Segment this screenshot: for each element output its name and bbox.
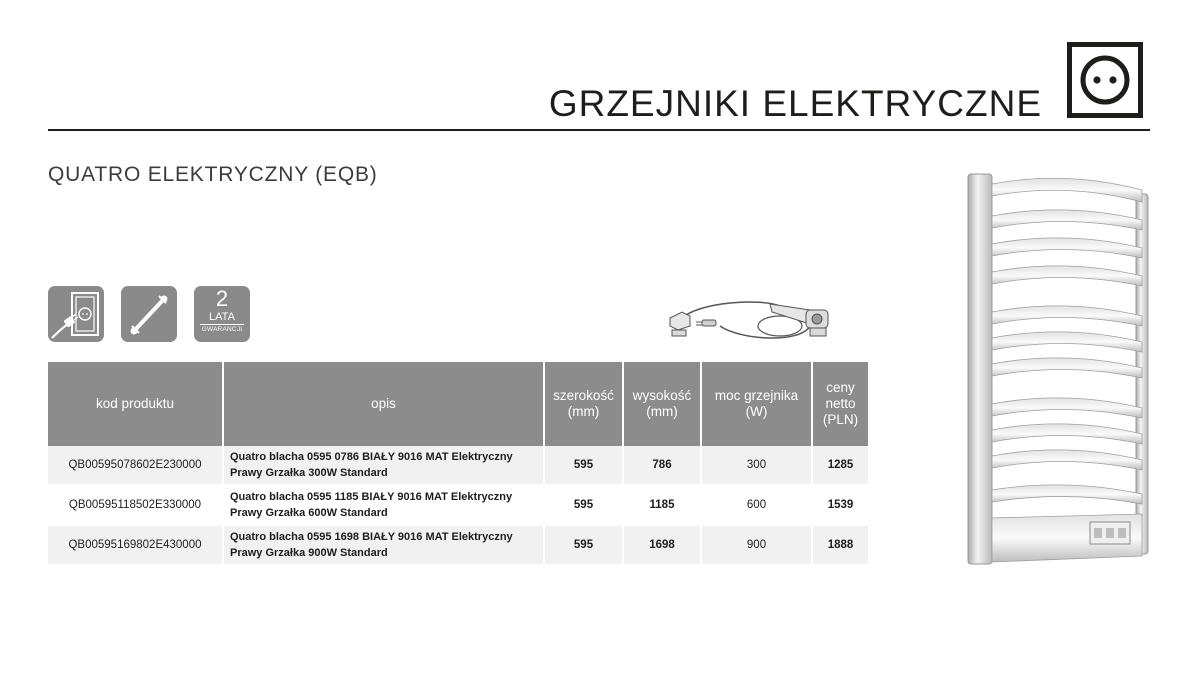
product-description: [224, 446, 543, 486]
column-header-height: wysokość (mm): [624, 362, 700, 446]
warranty-badge: [194, 286, 250, 342]
page-title: GRZEJNIKI ELEKTRYCZNE: [548, 82, 1042, 124]
product-height: 786: [624, 446, 700, 486]
description-line: Quatro blacha 0595 1698 BIAŁY 9016 MAT Elektryczny: [230, 531, 513, 543]
product-power: 300: [702, 446, 811, 486]
table-row: [48, 486, 868, 526]
warranty-label: GWARANCJI: [201, 326, 243, 333]
description-line: Prawy Grzałka 900W Standard: [230, 547, 388, 559]
table-row: [48, 446, 868, 486]
warranty-divider: [200, 324, 244, 325]
column-header-description: opis: [224, 362, 543, 446]
column-header-width: szerokość (mm): [545, 362, 622, 446]
warranty-years: 2: [215, 286, 229, 311]
product-width: 595: [545, 526, 622, 566]
heating-element-kit-image: [660, 296, 860, 346]
column-header-price: ceny netto (PLN): [813, 362, 868, 446]
product-series-title: QUATRO ELEKTRYCZNY (EQB): [48, 163, 378, 186]
towel-rail-icon: [121, 286, 177, 342]
product-price: 1285: [813, 446, 868, 486]
product-height: 1698: [624, 526, 700, 566]
product-power: 900: [702, 526, 811, 566]
product-power: 600: [702, 486, 811, 526]
product-width: 595: [545, 486, 622, 526]
column-header-code: kod produktu: [48, 362, 222, 446]
product-price: 1539: [813, 486, 868, 526]
table-header-row: [48, 362, 868, 446]
product-width: 595: [545, 446, 622, 486]
product-code: QB00595169802E430000: [48, 526, 222, 566]
radiator-product-image: [966, 172, 1152, 568]
product-description: [224, 526, 543, 566]
electric-socket-icon: [1067, 42, 1143, 118]
description-line: Prawy Grzałka 600W Standard: [230, 507, 388, 519]
header-divider: [48, 129, 1150, 131]
description-line: Quatro blacha 0595 0786 BIAŁY 9016 MAT Elektryczny: [230, 451, 513, 463]
column-header-power: moc grzejnika (W): [702, 362, 811, 446]
product-price: 1888: [813, 526, 868, 566]
warranty-unit: LATA: [209, 311, 235, 323]
product-description: [224, 486, 543, 526]
product-height: 1185: [624, 486, 700, 526]
description-line: Prawy Grzałka 300W Standard: [230, 467, 388, 479]
products-table: [46, 362, 870, 566]
product-code: QB00595118502E330000: [48, 486, 222, 526]
table-row: [48, 526, 868, 566]
description-line: Quatro blacha 0595 1185 BIAŁY 9016 MAT Elektryczny: [230, 491, 513, 503]
plug-socket-icon: [48, 286, 104, 342]
product-code: QB00595078602E230000: [48, 446, 222, 486]
